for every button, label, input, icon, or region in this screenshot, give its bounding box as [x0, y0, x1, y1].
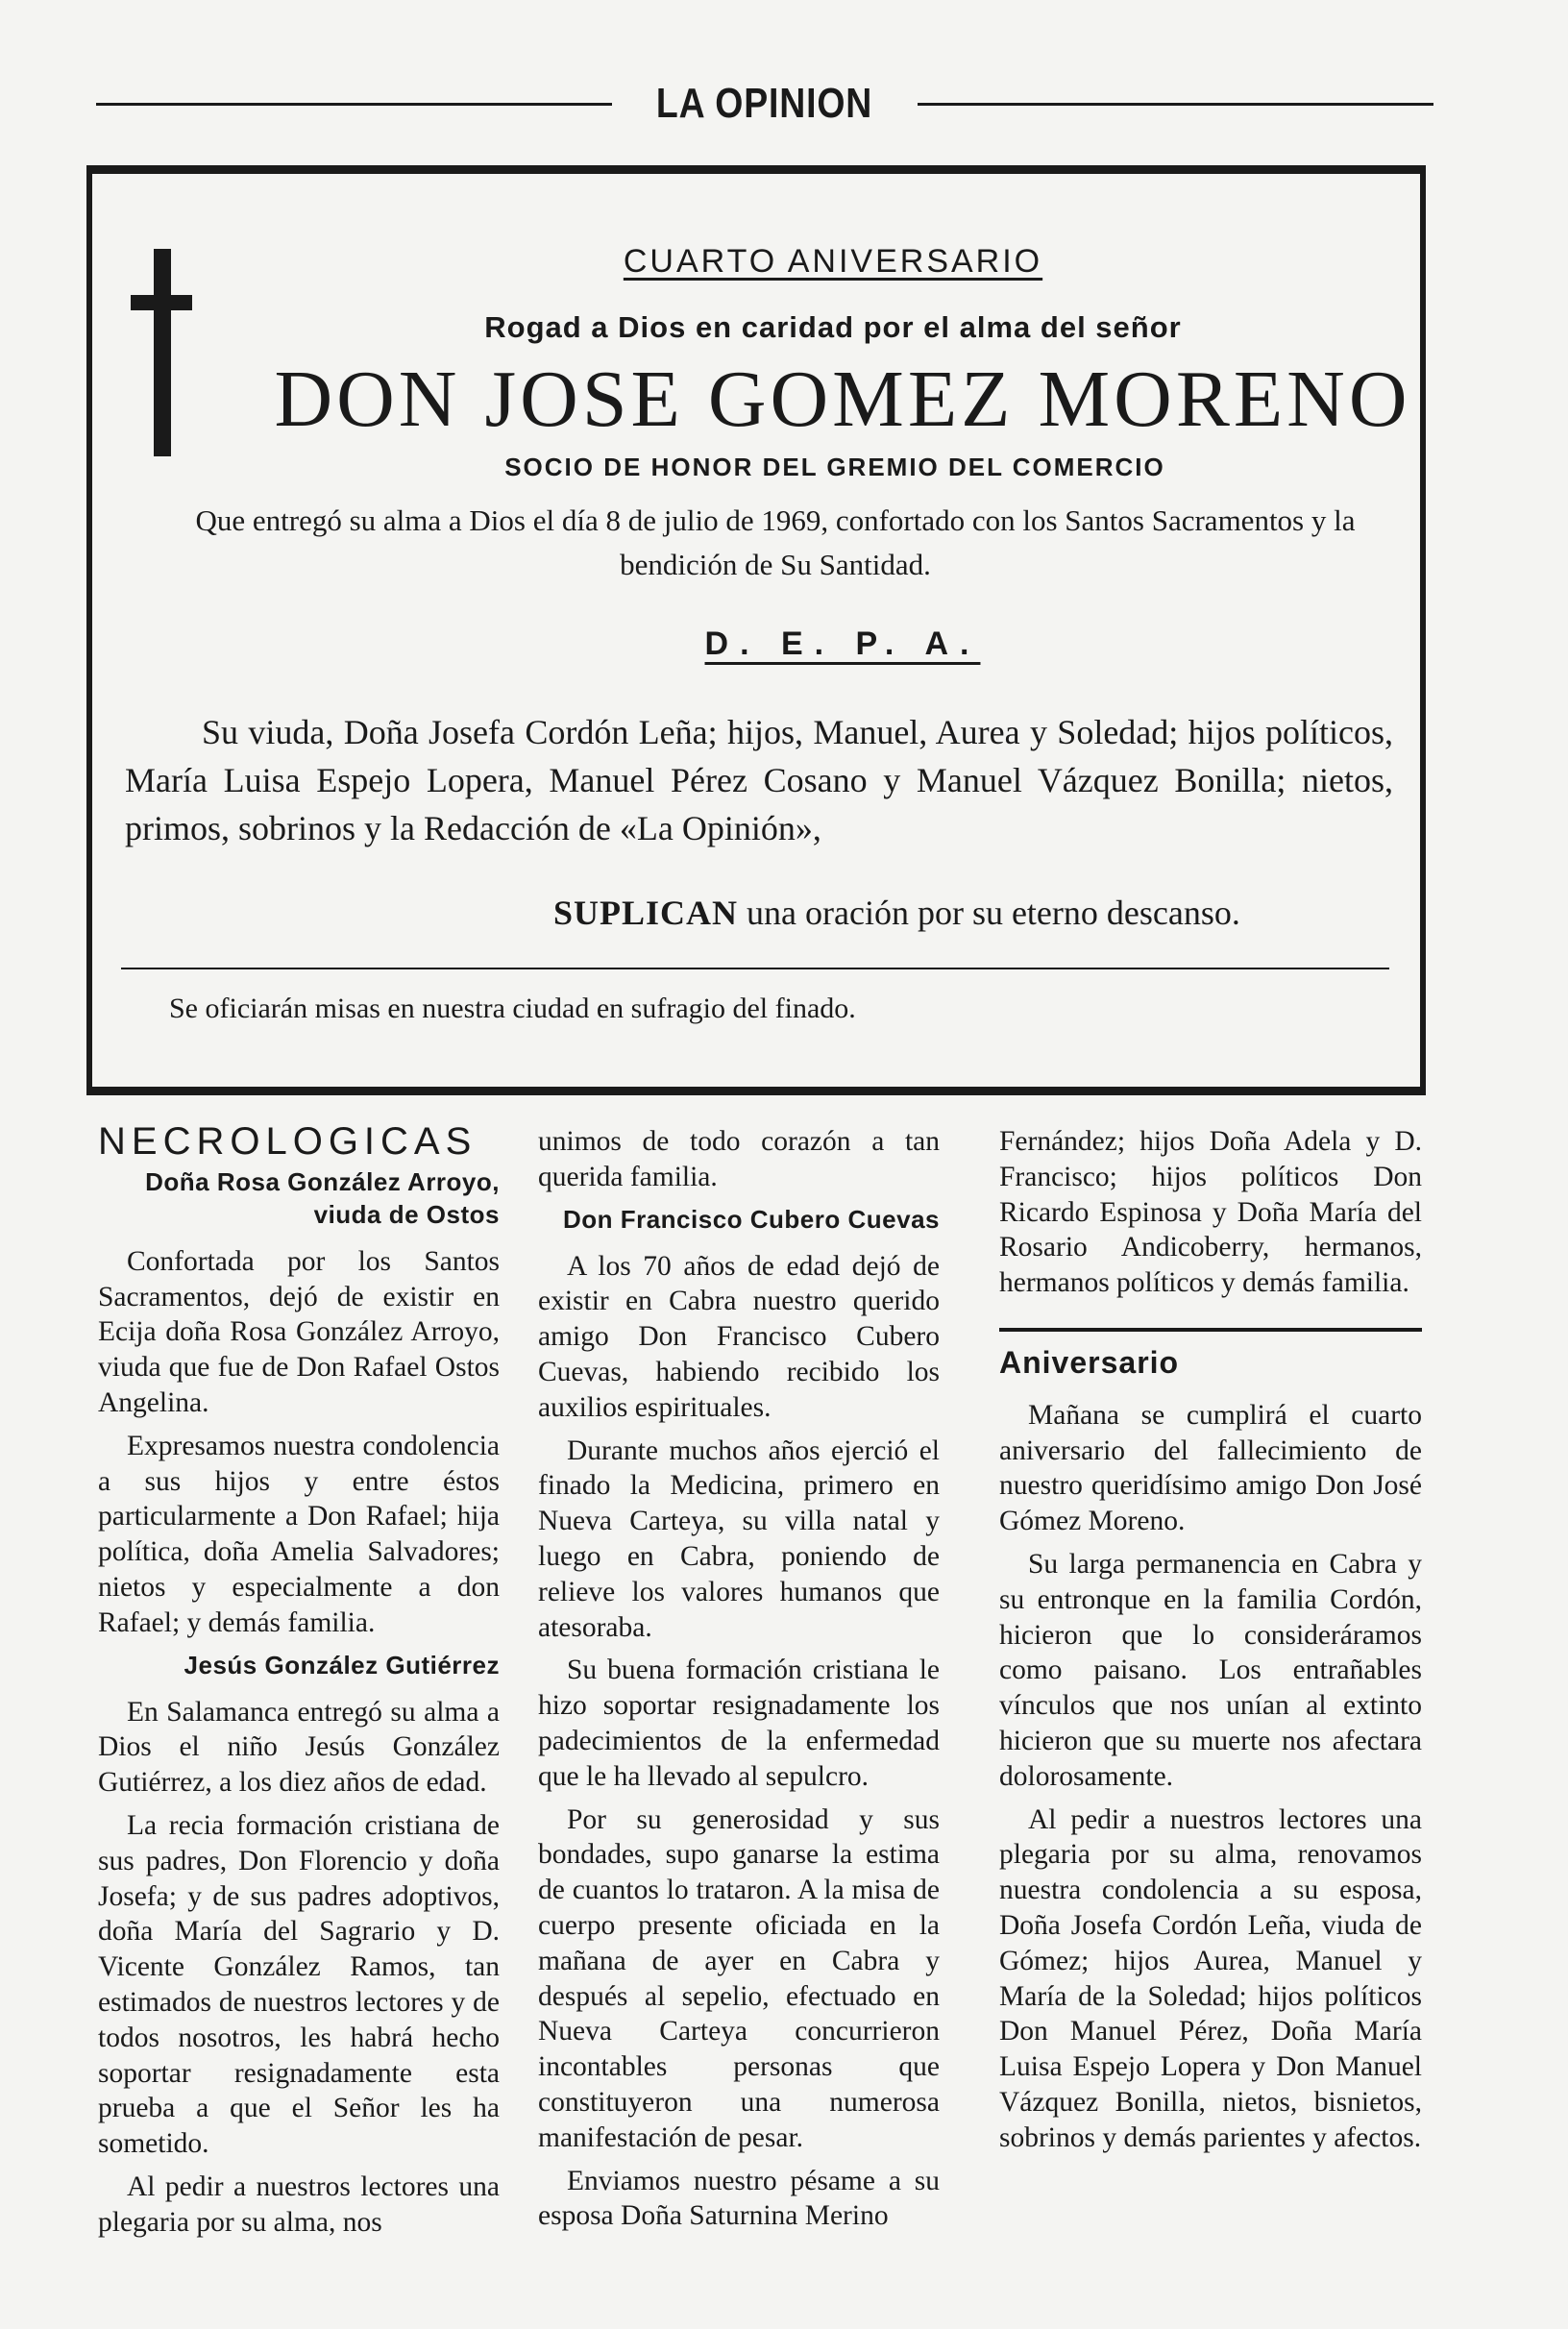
- paragraph: Al pedir a nuestros lectores una plegaria por su alma, nos: [98, 2170, 500, 2238]
- column-3: [999, 1124, 1422, 2164]
- obituary-heading: Don Francisco Cubero Cuevas: [562, 1204, 940, 1234]
- column-2: [538, 1124, 940, 2242]
- paragraph: Al pedir a nuestros lectores una plegaria por su alma, renovamos nuestra condolencia a su esposa, Doña Josefa Cordón Leña, viuda de Gómez; hijos Aurea, Manuel y María de la Soledad; hijos políticos Don Manuel Pérez, Doña María Luisa Espejo Lopera y Don Manuel Vázquez Bonilla, nietos, bisnietos, sobrinos y demás parientes y afectos.: [999, 1803, 1422, 2153]
- masthead-rule-right: [918, 103, 1433, 106]
- paragraph: Su larga permanencia en Cabra y su entronque en la familia Cordón, hicieron que lo consideráramos como paisano. Los entrañables vínculos que nos unían al extinto hicieron que su muerte nos afectara dolorosamente.: [999, 1548, 1422, 1792]
- paragraph-continuation: unimos de todo corazón a tan querida familia.: [538, 1126, 940, 1192]
- paragraph: Su buena formación cristiana le hizo soportar resignadamente los padecimientos de la enfermedad que le ha llevado al sepulcro.: [538, 1655, 940, 1792]
- paragraph: Confortada por los Santos Sacramentos, dejó de existir en Ecija doña Rosa González Arroyo, viuda que fue de Don Rafael Ostos Angelina.: [98, 1245, 500, 1418]
- notice-depa: D. E. P. A.: [704, 625, 981, 662]
- obituary-heading: Doña Rosa González Arroyo, viuda de Ostos: [145, 1166, 500, 1229]
- notice-divider: [121, 968, 1389, 969]
- paragraph: Durante muchos años ejerció el finado la Medicina, primero en Nueva Carteya, su villa natal y luego en Cabra, poniendo de relieve los valores humanos que atesoraba.: [538, 1434, 940, 1643]
- notice-suplican: SUPLICAN una oración por su eterno descanso.: [553, 894, 1240, 932]
- paragraph-continuation: Fernández; hijos Doña Adela y D. Francisco; hijos políticos Don Ricardo Espinosa y Doña María del Rosario Andicoberry, hermanos, hermanos políticos y demás familia.: [999, 1126, 1422, 1299]
- aniversario-heading: Aniversario: [999, 1344, 1180, 1380]
- notice-rogad: Rogad a Dios en caridad por el alma del señor: [484, 310, 1182, 344]
- notice-misas: Se oficiarán misas en nuestra ciudad en sufragio del finado.: [169, 993, 856, 1024]
- notice-family: Su viuda, Doña Josefa Cordón Leña; hijos, Manuel, Aurea y Soledad; hijos políticos, María Luisa Espejo Lopera, Manuel Pérez Cosano y Manuel Vázquez Bonilla; nietos, primos, sobrinos y la Redacción de «La Opinión»,: [125, 713, 1393, 847]
- column-1: [98, 1120, 500, 2248]
- deceased-name: DON JOSE GOMEZ MORENO: [274, 355, 1411, 444]
- memorial-notice: [86, 165, 1426, 1095]
- paragraph: Mañana se cumplirá el cuarto aniversario del fallecimiento de nuestro queridísimo amigo Don José Gómez Moreno.: [999, 1399, 1422, 1537]
- paragraph: Expresamos nuestra condolencia a sus hijos y entre éstos particularmente a Don Rafael; hija política, doña Amelia Salvadores; nietos y especialmente a don Rafael; y demás familia.: [98, 1430, 500, 1638]
- paragraph: En Salamanca entregó su alma a Dios el niño Jesús González Gutiérrez, a los diez años de edad.: [98, 1696, 500, 1799]
- masthead-rule-left: [96, 103, 612, 106]
- article-columns: [0, 1120, 1568, 2316]
- newspaper-title: LA OPINION: [656, 80, 873, 127]
- deceased-title: SOCIO DE HONOR DEL GREMIO DEL COMERCIO: [504, 453, 1165, 481]
- section-title: NECROLOGICAS: [98, 1120, 478, 1163]
- notice-entrego: Que entregó su alma a Dios el día 8 de julio de 1969, confortado con los Santos Sacramentos y la bendición de Su Santidad.: [195, 503, 1356, 581]
- masthead: [96, 75, 1433, 133]
- notice-heading: CUARTO ANIVERSARIO: [623, 243, 1043, 280]
- paragraph: Enviamos nuestro pésame a su esposa Doña Saturnina Merino: [538, 2165, 940, 2232]
- paragraph: A los 70 años de edad dejó de existir en Cabra nuestro querido amigo Don Francisco Cubero Cuevas, habiendo recibido los auxilios espirituales.: [538, 1250, 940, 1423]
- section-divider: [999, 1328, 1422, 1332]
- paragraph: La recia formación cristiana de sus padres, Don Florencio y doña Josefa; y de sus padres adoptivos, doña María del Sagrario y D. Vicente González Ramos, tan estimados de nuestros lectores y de todos nosotros, les habrá hecho soportar resignadamente esta prueba a que el Señor les ha sometido.: [98, 1809, 500, 2160]
- paragraph: Por su generosidad y sus bondades, supo ganarse la estima de cuantos lo trataron. A la misa de cuerpo presente oficiada en la mañana de ayer en Cabra y después al sepelio, efectuado en Nueva Carteya concurrieron incontables personas que constituyeron una numerosa manifestación de pesar.: [538, 1803, 940, 2153]
- obituary-heading: Jesús González Gutiérrez: [184, 1650, 500, 1679]
